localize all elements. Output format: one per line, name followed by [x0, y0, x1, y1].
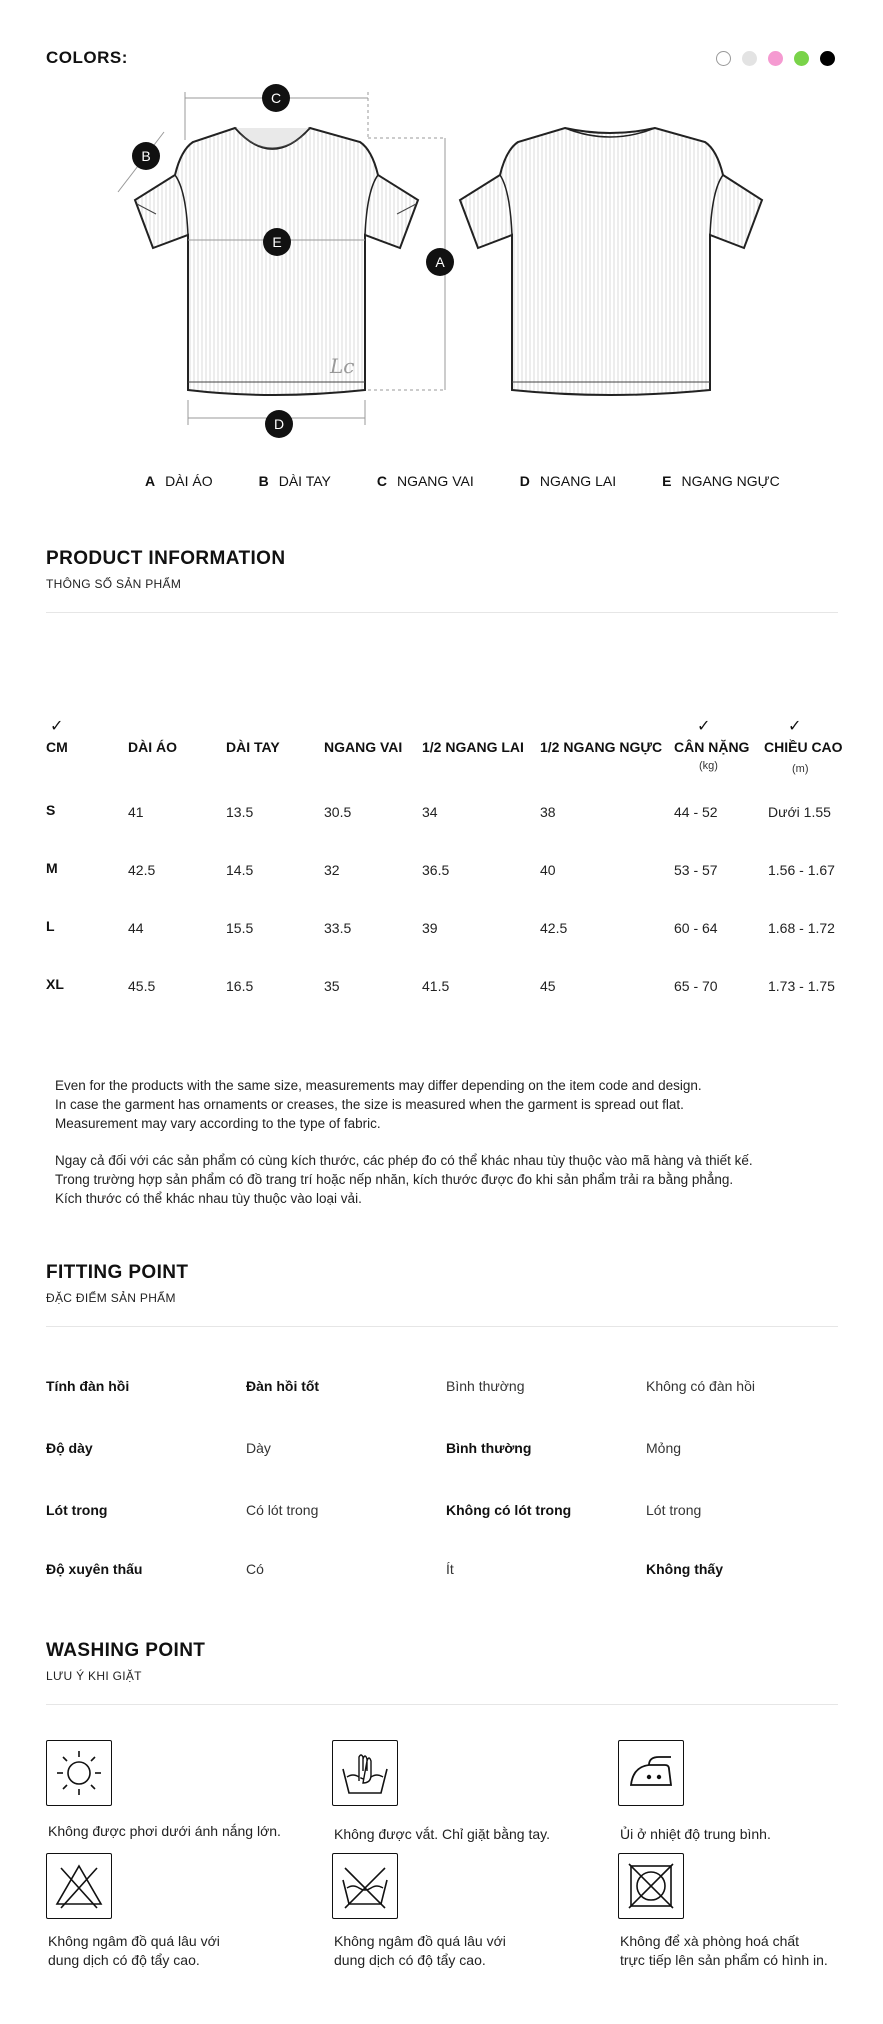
product-info-subtitle: THÔNG SỐ SẢN PHẨM: [46, 577, 182, 591]
fitting-option-selected: Không thấy: [646, 1561, 723, 1577]
fitting-option: Không có đàn hồi: [646, 1378, 755, 1394]
divider: [46, 1704, 838, 1705]
weight-unit: (kg): [699, 760, 718, 772]
fitting-option: Ít: [446, 1561, 454, 1577]
measurement-legend: [145, 473, 826, 489]
fitting-option: Dày: [246, 1440, 271, 1456]
fitting-option-selected: Bình thường: [446, 1440, 532, 1456]
washing-caption: Không để xà phòng hoá chất trực tiếp lên sản phẩm có hình in.: [620, 1933, 828, 1968]
fitting-option: Lót trong: [646, 1502, 702, 1518]
legend-item: D NGANG LAI: [519, 473, 617, 489]
header-shoulder: NGANG VAI: [324, 739, 403, 755]
fitting-point-title: FITTING POINT: [46, 1262, 189, 1283]
fitting-option: Bình thường: [446, 1378, 525, 1394]
washing-caption: Không được phơi dưới ánh nắng lớn.: [48, 1823, 281, 1839]
fitting-option-selected: Đàn hồi tốt: [246, 1378, 320, 1394]
measure-marker-d: [265, 410, 293, 438]
back-tee-drawing: [460, 128, 762, 395]
washing-point-subtitle: LƯU Ý KHI GIẶT: [46, 1669, 142, 1683]
no-soak-icon: [332, 1853, 398, 1919]
color-swatch-green[interactable]: [794, 51, 809, 66]
legend-item: B DÀI TAY: [258, 473, 331, 489]
measure-marker-e: [263, 228, 291, 256]
legend-item: E NGANG NGỰC: [662, 473, 780, 489]
no-sun-drying-icon: [46, 1740, 112, 1806]
fitting-option: Có: [246, 1561, 264, 1577]
washing-caption: Ủi ở nhiệt độ trung bình.: [620, 1826, 771, 1842]
size-notes-english: Even for the products with the same size, measurements may differ depending on the item code and design. In case the garment has ornaments or creases, the size is measured when the garment is spread out flat. Measurement may vary according to the type of fabric.: [55, 1078, 702, 1131]
color-swatches: [716, 51, 835, 66]
header-length: DÀI ÁO: [128, 739, 177, 755]
fitting-point-subtitle: ĐẶC ĐIỂM SẢN PHẨM: [46, 1291, 176, 1305]
washing-caption: Không ngâm đồ quá lâu với dung dịch có độ tẩy cao.: [48, 1933, 220, 1968]
header-hem: 1/2 NGANG LAI: [422, 739, 524, 755]
fitting-option: Có lót trong: [246, 1502, 319, 1518]
size-notes-vietnamese: Ngay cả đối với các sản phẩm có cùng kích thước, các phép đo có thể khác nhau tùy thuộc vào mã hàng và thiết kế. Trong trường hợp sản phẩm có đồ trang trí hoặc nếp nhăn, kích thước được đo khi sản phẩm trải ra bằng phẳng. Kích thước có thể khác nhau tùy thuộc vào loại vải.: [55, 1153, 753, 1206]
fitting-attribute-label: Tính đàn hồi: [46, 1378, 130, 1394]
fitting-option: Mỏng: [646, 1440, 682, 1456]
header-height: CHIỀU CAO: [764, 739, 843, 755]
header-sleeve: DÀI TAY: [226, 739, 280, 755]
fitting-attribute-label: Độ xuyên thấu: [46, 1561, 143, 1577]
color-swatch-grey[interactable]: [742, 51, 757, 66]
header-cm: CM: [46, 739, 68, 755]
svg-text:E: E: [272, 234, 282, 250]
washing-caption: Không ngâm đồ quá lâu với dung dịch có độ tẩy cao.: [334, 1933, 506, 1968]
washing-caption: Không được vắt. Chỉ giặt bằng tay.: [334, 1826, 550, 1842]
hand-wash-icon: [332, 1740, 398, 1806]
iron-medium-icon: [618, 1740, 684, 1806]
no-bleach-icon: [46, 1853, 112, 1919]
colors-title: COLORS:: [46, 48, 128, 67]
front-tee-drawing: [135, 128, 418, 395]
legend-item: A DÀI ÁO: [145, 473, 213, 489]
divider: [46, 612, 838, 613]
product-info-title: PRODUCT INFORMATION: [46, 548, 286, 569]
no-tumble-dry-icon: [618, 1853, 684, 1919]
svg-text:D: D: [273, 416, 285, 432]
color-swatch-pink[interactable]: [768, 51, 783, 66]
measure-marker-b: [132, 142, 160, 170]
header-weight: CÂN NẶNG: [674, 739, 750, 755]
svg-text:Lc: Lc: [330, 354, 355, 378]
fitting-attribute-label: Lót trong: [46, 1502, 108, 1518]
fitting-attribute-label: Độ dày: [46, 1440, 93, 1456]
check-icon: ✓: [697, 718, 711, 735]
height-unit: (m): [792, 763, 809, 775]
color-swatch-white[interactable]: [716, 51, 731, 66]
legend-item: C NGANG VAI: [376, 473, 474, 489]
check-icon: ✓: [50, 718, 64, 735]
svg-text:A: A: [435, 254, 445, 270]
garment-measurement-diagram: [0, 70, 883, 450]
check-icon: ✓: [788, 718, 802, 735]
svg-text:B: B: [141, 148, 151, 164]
divider: [46, 1326, 838, 1327]
color-swatch-black[interactable]: [820, 51, 835, 66]
svg-text:C: C: [270, 90, 282, 106]
measure-marker-a: [426, 248, 454, 276]
measure-marker-c: [262, 84, 290, 112]
washing-point-title: WASHING POINT: [46, 1640, 206, 1661]
header-chest: 1/2 NGANG NGỰC: [540, 739, 663, 755]
fitting-option-selected: Không có lót trong: [446, 1502, 572, 1518]
